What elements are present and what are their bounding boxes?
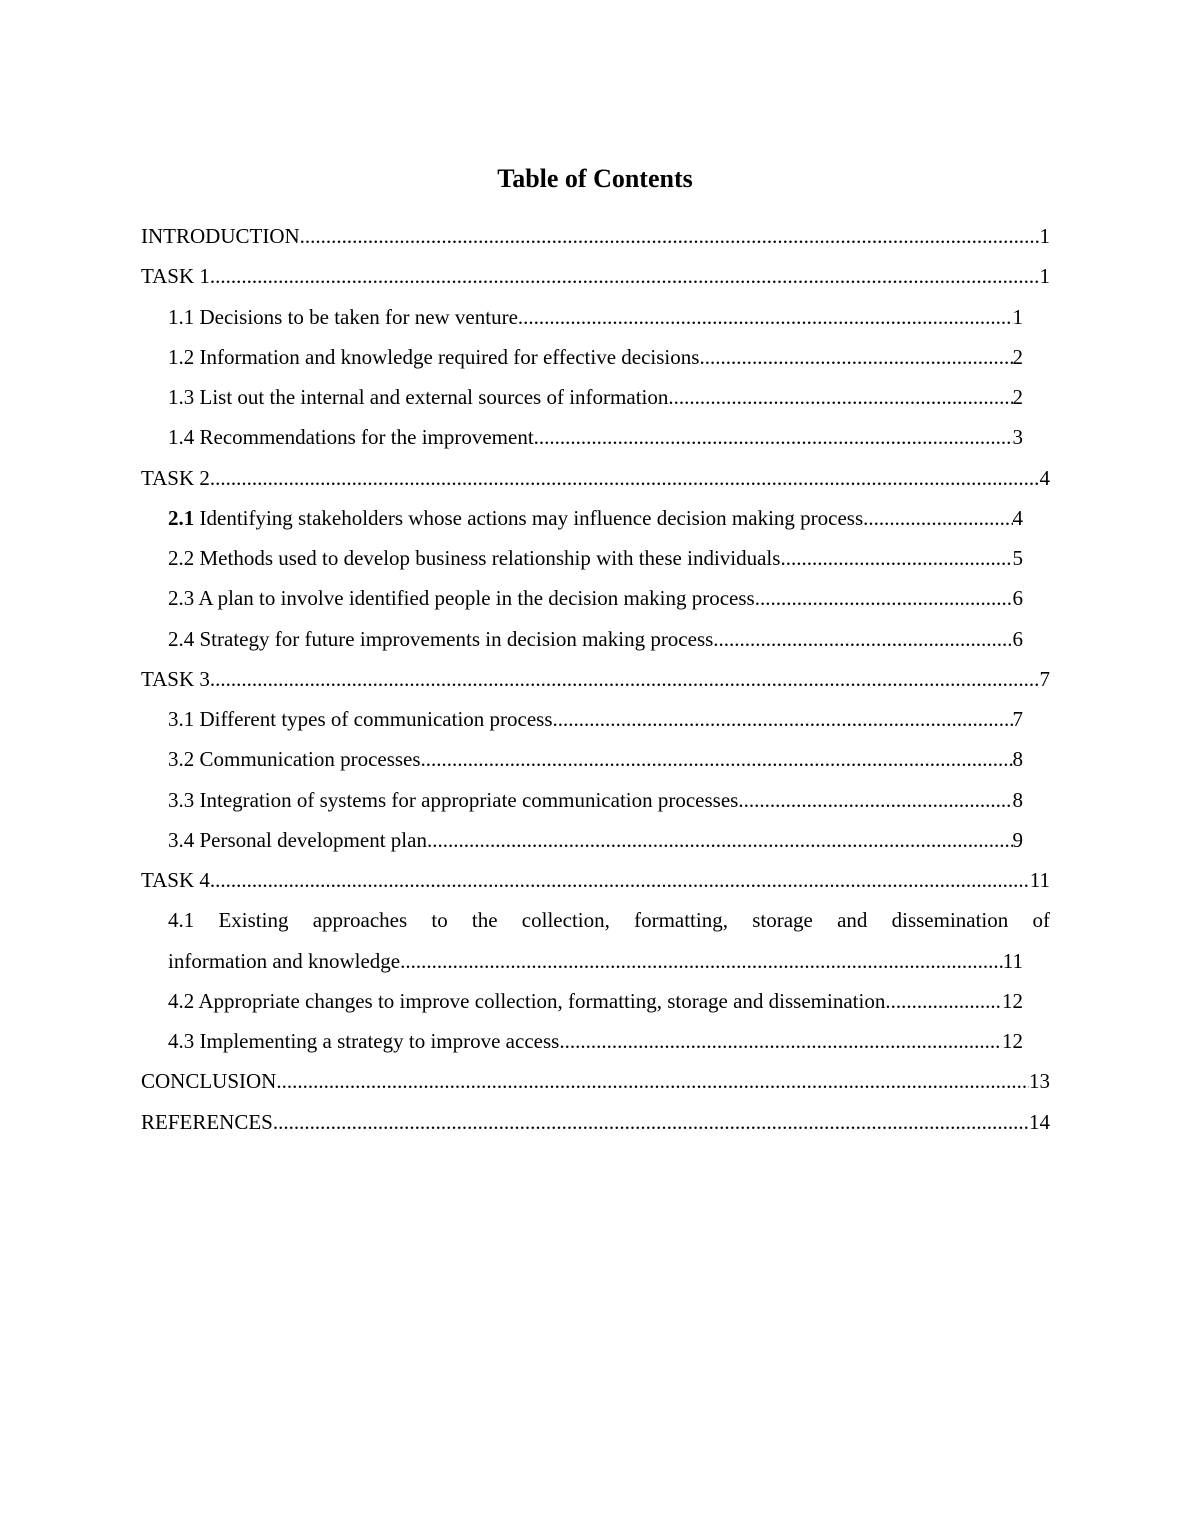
toc-page-number: 12: [1002, 988, 1023, 1013]
toc-page-number: 2: [1012, 344, 1023, 369]
toc-entry-conclusion[interactable]: [141, 1061, 1050, 1101]
toc-entry-label: TASK 3: [141, 666, 210, 691]
toc-page-number: 1: [1039, 264, 1050, 289]
toc-dot-leader: [421, 739, 1013, 779]
toc-dot-leader: [276, 1061, 1029, 1101]
toc-entry-label: [168, 498, 863, 538]
toc-page-number: 1: [1012, 304, 1023, 329]
toc-entry-3-2[interactable]: [168, 739, 1023, 779]
toc-entry-3-1[interactable]: [168, 699, 1023, 739]
toc-list: [141, 216, 1050, 1142]
toc-entry-label: 3.4 Personal development plan: [168, 827, 427, 852]
toc-entry-label: 1.3 List out the internal and external sources of information: [168, 385, 669, 409]
toc-entry-2-3[interactable]: [168, 578, 1023, 618]
toc-dot-leader: [559, 1021, 1002, 1061]
toc-dot-leader: [891, 981, 1002, 1021]
toc-dot-leader: [427, 820, 1013, 860]
toc-page-number: 8: [1012, 787, 1023, 812]
toc-entry-label: REFERENCES: [141, 1109, 273, 1134]
toc-entry-introduction[interactable]: [141, 216, 1050, 256]
toc-entry-1-1[interactable]: [168, 297, 1023, 337]
toc-dot-leader: [210, 659, 1040, 699]
toc-entry-4-3[interactable]: [168, 1021, 1023, 1061]
toc-dot-leader: [534, 417, 1013, 457]
toc-entry-label: INTRODUCTION: [141, 224, 300, 248]
toc-dot-leader: [400, 941, 1003, 981]
toc-entry-label: 2.2 Methods used to develop business relationship with these individuals: [168, 546, 781, 570]
toc-entry-4-1[interactable]: [168, 900, 1050, 981]
toc-page-number: 3: [1012, 425, 1023, 450]
toc-entry-label: 3.1 Different types of communication process: [168, 707, 553, 731]
toc-page-number: 7: [1012, 707, 1023, 731]
toc-page-number: 11: [1002, 948, 1023, 973]
toc-entry-label-line-1: 4.1 Existing approaches to the collection, formatting, storage and dissemination of: [168, 908, 1050, 933]
toc-entry-label: CONCLUSION: [141, 1069, 277, 1094]
toc-entry-label: TASK 4: [141, 868, 210, 892]
toc-entry-2-1[interactable]: [168, 498, 1023, 538]
toc-entry-1-3[interactable]: [168, 377, 1023, 417]
toc-entry-3-4[interactable]: [168, 820, 1023, 860]
toc-dot-leader: [518, 297, 1013, 337]
toc-page-number: 4: [1039, 465, 1050, 490]
toc-entry-label: 2.4 Strategy for future improvements in decision making process: [168, 626, 714, 651]
toc-dot-leader: [210, 256, 1040, 296]
toc-entry-label: 4.2 Appropriate changes to improve collection, formatting, storage and dissemination.: [168, 988, 891, 1013]
toc-entry-label: 4.3 Implementing a strategy to improve access: [168, 1029, 560, 1053]
toc-entry-4-2[interactable]: [168, 981, 1023, 1021]
toc-entry-line-2: [168, 941, 1023, 981]
toc-dot-leader: [755, 578, 1013, 618]
toc-entry-2-2[interactable]: [168, 538, 1023, 578]
toc-entry-label-line-2: information and knowledge: [168, 948, 401, 973]
toc-entry-1-4[interactable]: [168, 417, 1023, 457]
toc-dot-leader: [273, 1102, 1029, 1142]
toc-dot-leader: [668, 377, 1012, 417]
toc-page-number: 9: [1012, 827, 1023, 852]
toc-entry-label: 1.4 Recommendations for the improvement: [168, 425, 534, 450]
toc-entry-label: 3.3 Integration of systems for appropriate communication processes: [168, 787, 739, 812]
toc-entry-task-4[interactable]: [141, 860, 1050, 900]
toc-entry-label: 1.2 Information and knowledge required for effective decisions: [168, 344, 700, 369]
toc-page-number: 2: [1012, 385, 1023, 409]
toc-page-number: 8: [1012, 747, 1023, 772]
toc-entry-label: 1.1 Decisions to be taken for new venture: [168, 304, 518, 329]
toc-page-number: 12: [1002, 1029, 1023, 1053]
toc-page-number: 5: [1012, 546, 1023, 570]
toc-entry-number: 2.1: [168, 505, 195, 530]
toc-dot-leader: [699, 337, 1012, 377]
toc-dot-leader: [738, 780, 1012, 820]
toc-entry-references[interactable]: [141, 1102, 1050, 1142]
toc-page-number: 6: [1012, 626, 1023, 651]
toc-dot-leader: [553, 699, 1013, 739]
toc-entry-task-3[interactable]: [141, 659, 1050, 699]
toc-dot-leader: [210, 860, 1030, 900]
toc-page-number: 11: [1029, 868, 1050, 892]
toc-entry-label: 3.2 Communication processes: [168, 747, 421, 772]
toc-entry-text: Identifying stakeholders whose actions may influence decision making process: [194, 505, 864, 530]
toc-entry-task-1[interactable]: [141, 256, 1050, 296]
toc-dot-leader: [863, 498, 1012, 538]
toc-title: Table of Contents: [497, 164, 693, 193]
toc-dot-leader: [210, 458, 1040, 498]
toc-entry-3-3[interactable]: [168, 780, 1023, 820]
toc-entry-label: 2.3 A plan to involve identified people in the decision making process: [168, 586, 755, 611]
toc-entry-1-2[interactable]: [168, 337, 1023, 377]
toc-dot-leader: [713, 619, 1012, 659]
toc-page-number: 4: [1012, 505, 1023, 530]
toc-page-number: 7: [1039, 666, 1050, 691]
toc-dot-leader: [780, 538, 1012, 578]
toc-entry-task-2[interactable]: [141, 458, 1050, 498]
toc-page-number: 6: [1012, 586, 1023, 611]
toc-page-number: 14: [1029, 1109, 1050, 1134]
toc-entry-2-4[interactable]: [168, 619, 1023, 659]
toc-entry-label: TASK 1: [141, 264, 210, 289]
toc-page-number: 13: [1029, 1069, 1050, 1094]
toc-entry-label: TASK 2: [141, 465, 210, 490]
toc-page-number: 1: [1039, 224, 1050, 248]
toc-dot-leader: [300, 216, 1040, 256]
